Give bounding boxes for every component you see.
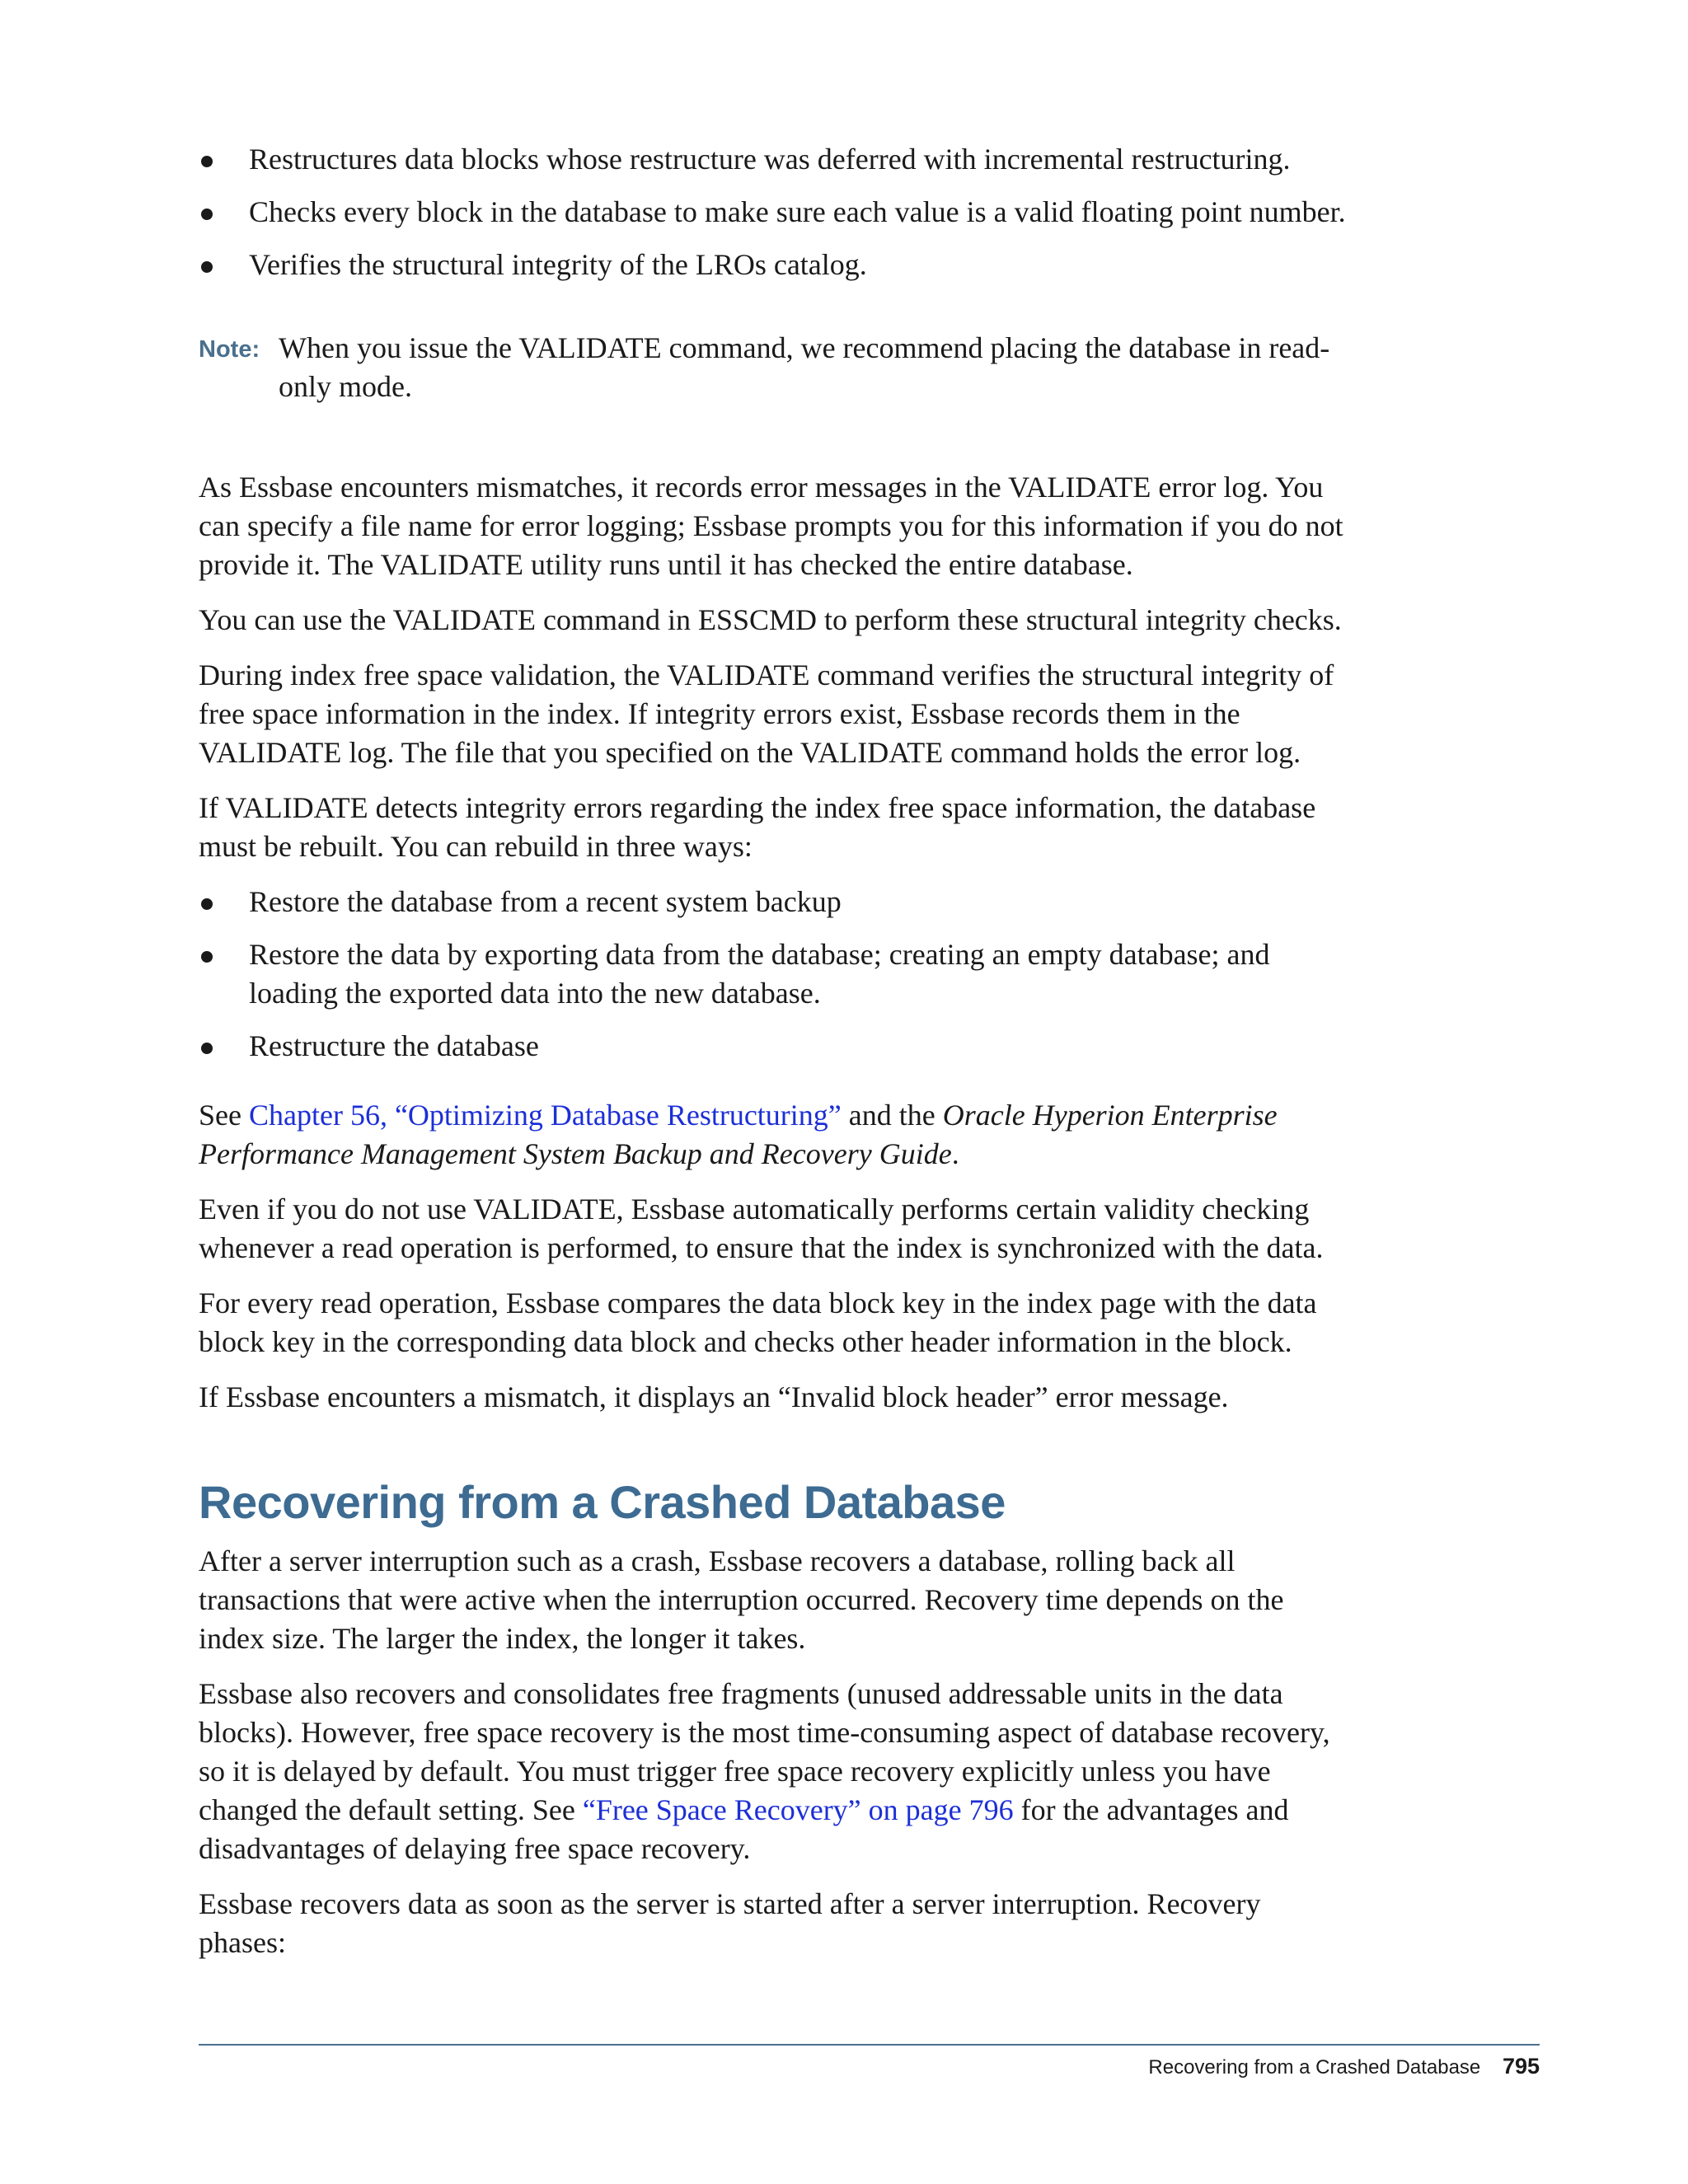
footer-divider	[199, 2044, 1540, 2046]
see-middle: and the	[841, 1099, 943, 1132]
paragraph: During index free space validation, the VALIDATE command verifies the structural integrity of free space information in the index. If integrity errors exist, Essbase records them in the VALIDATE log. The file that you specified on the VALIDATE command holds the error log.	[199, 658, 1334, 769]
page-number: 795	[1502, 2054, 1540, 2079]
paragraph: As Essbase encounters mismatches, it records error messages in the VALIDATE error log. You can specify a file name for error logging; Essbase prompts you for this information if you do not provide it. The VALIDATE utility runs until it has checked the entire database.	[199, 471, 1343, 581]
list-item: Restore the database from a recent system backup	[199, 883, 1353, 921]
paragraph: Even if you do not use VALIDATE, Essbase automatically performs certain validity checking whenever a read operation is performed, to ensure that the index is synchronized with the data.	[199, 1193, 1324, 1264]
list-item: Verifies the structural integrity of the LROs catalog.	[199, 246, 1353, 284]
note-label: Note:	[199, 336, 260, 363]
validate-checks-list	[199, 140, 1353, 284]
paragraph: You can use the VALIDATE command in ESSCMD to perform these structural integrity checks.	[199, 603, 1342, 636]
see-suffix: .	[951, 1137, 959, 1170]
list-item: Restructure the database	[199, 1027, 1353, 1066]
see-prefix: See	[199, 1099, 249, 1132]
paragraph-text: for the advantages and disadvantages of delaying free space recovery.	[199, 1793, 1289, 1865]
list-item: Restore the data by exporting data from the database; creating an empty database; and loading the exported data into the new database.	[199, 935, 1353, 1013]
paragraph: After a server interruption such as a crash, Essbase recovers a database, rolling back all transactions that were active when the interruption occurred. Recovery time depends on the index size. The larger the index, the longer it takes.	[199, 1544, 1284, 1655]
see-also-paragraph	[199, 1096, 1353, 1174]
paragraph: For every read operation, Essbase compares the data block key in the index page with the data block key in the corresponding data block and checks other header information in the block.	[199, 1286, 1317, 1358]
rebuild-options-list	[199, 883, 1353, 1066]
note-text: When you issue the VALIDATE command, we recommend placing the database in read-only mode.	[279, 331, 1330, 403]
free-space-recovery-link[interactable]: “Free Space Recovery” on page 796	[582, 1793, 1014, 1826]
paragraph	[199, 1675, 1353, 1868]
paragraph: Essbase recovers data as soon as the server is started after a server interruption. Recovery phases:	[199, 1887, 1261, 1959]
note-callout	[199, 329, 1353, 406]
page-footer	[1148, 2054, 1540, 2079]
section-heading: Recovering from a Crashed Database	[199, 1476, 1006, 1528]
paragraph-text: Essbase also recovers and consolidates free fragments (unused addressable units in the data blocks). However, free space recovery is the most time-consuming aspect of database recovery, so it is delayed by default. You must trigger free space recovery explicitly unless you have changed the default setting. See	[199, 1677, 1330, 1826]
paragraph: If Essbase encounters a mismatch, it displays an “Invalid block header” error message.	[199, 1380, 1229, 1413]
list-item: Checks every block in the database to make sure each value is a valid floating point number.	[199, 193, 1353, 232]
list-item: Restructures data blocks whose restructure was deferred with incremental restructuring.	[199, 140, 1353, 179]
guide-title: Oracle Hyperion Enterprise Performance Management System Backup and Recovery Guide	[199, 1099, 1278, 1170]
chapter-56-link[interactable]: Chapter 56, “Optimizing Database Restructuring”	[248, 1099, 842, 1132]
paragraph: If VALIDATE detects integrity errors regarding the index free space information, the database must be rebuilt. You can rebuild in three ways:	[199, 791, 1316, 863]
footer-title: Recovering from a Crashed Database	[1148, 2056, 1481, 2079]
page-body	[199, 140, 1353, 1979]
